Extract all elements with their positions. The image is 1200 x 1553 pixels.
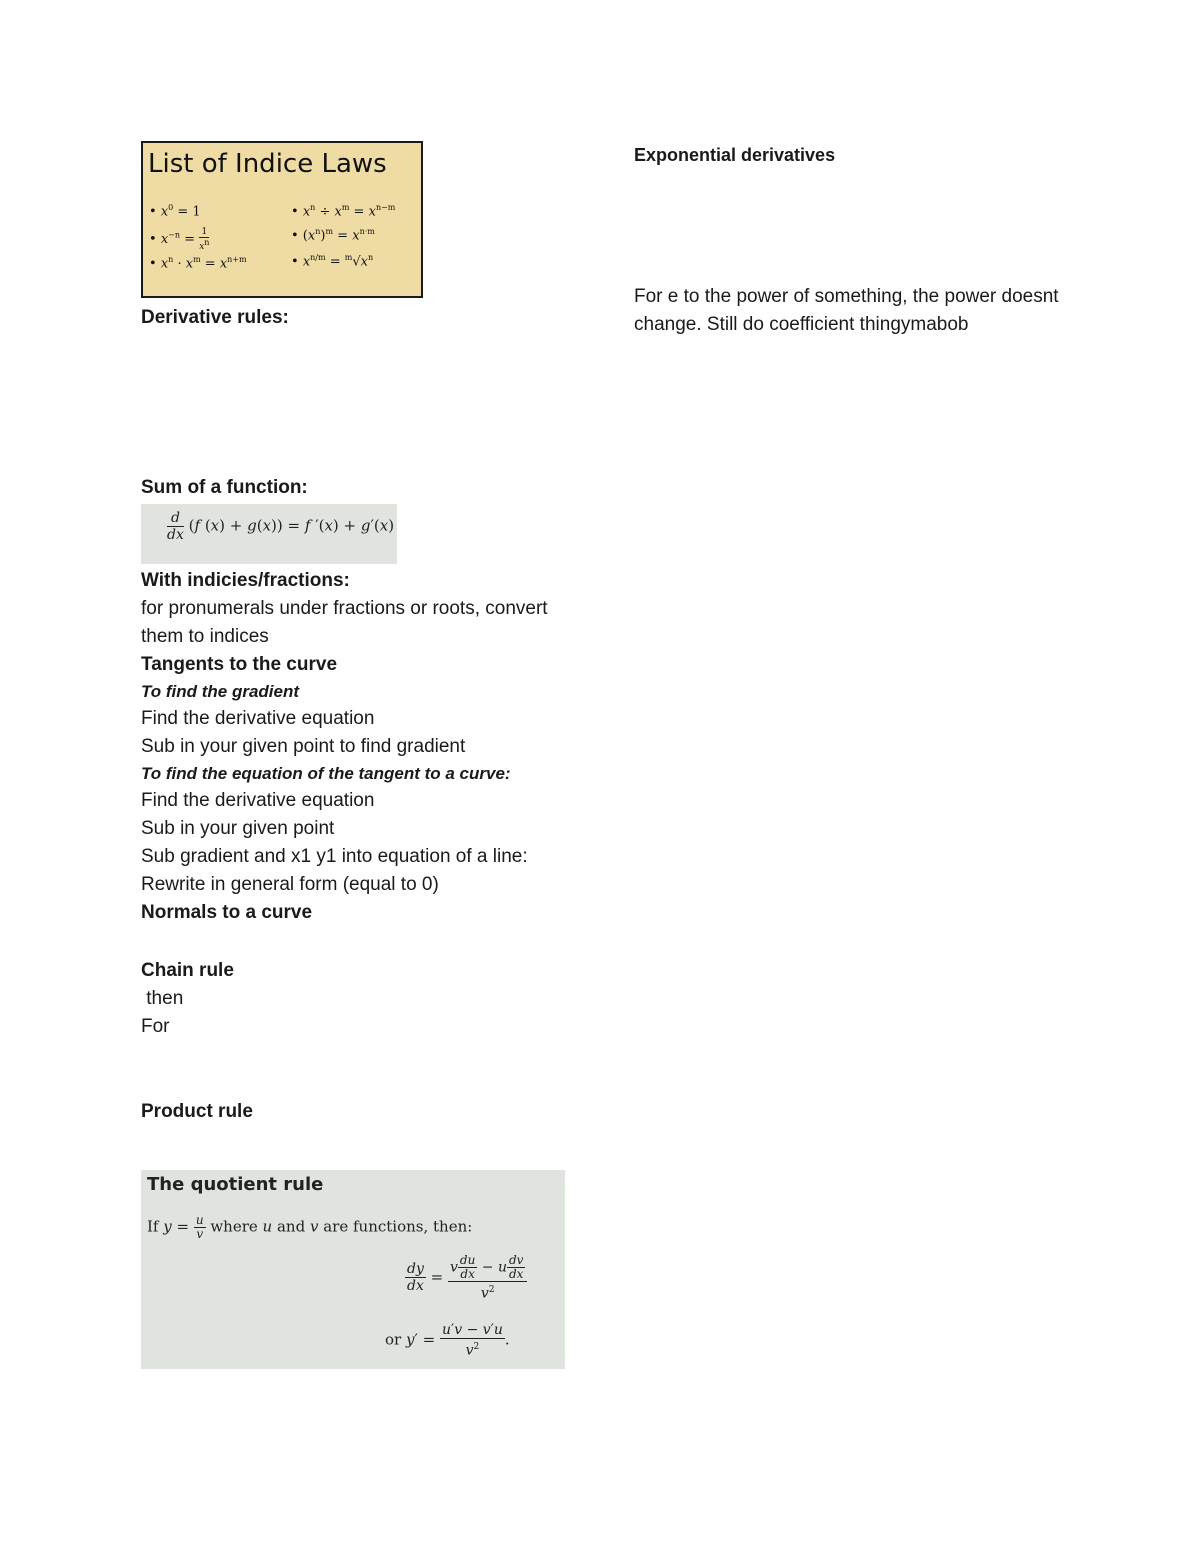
indice-law-root: • $x^{n/m} = ^m√x^n$ (291, 253, 374, 270)
indice-law-zero: • $x^0 = 1$ (149, 203, 201, 220)
equation-subheading: To find the equation of the tangent to a curve: (141, 764, 511, 783)
quotient-formula-1: $\frac{dy}{dx}$ = v $\frac{du}{dx}$ − u $\frac{dv}{dx}$ $v^2$ (405, 1254, 527, 1302)
quotient-formula-2: or y′ = $\frac{u'v - v'u}{v^2}$ . (385, 1322, 510, 1359)
sum-formula-image (141, 504, 397, 564)
indice-law-quotient: • $x^n \div x^m = x^{n-m}$ (291, 203, 396, 220)
equation-step-2: Sub in your given point (141, 818, 335, 839)
tangents-heading: Tangents to the curve (141, 654, 338, 675)
quotient-rule-title: The quotient rule (147, 1174, 324, 1195)
sum-heading: Sum of a function: (141, 477, 308, 498)
chain-rule-heading: Chain rule (141, 960, 234, 981)
equation-step-4: Rewrite in general form (equal to 0) (141, 874, 439, 895)
chain-rule-for: For (141, 1016, 170, 1037)
left-column (141, 141, 571, 1369)
indices-text: for pronumerals under fractions or roots, convert them to indices (141, 598, 548, 647)
equation-step-3: Sub gradient and x1 y1 into equation of a line: (141, 846, 528, 867)
product-rule-heading: Product rule (141, 1101, 253, 1122)
exponential-heading: Exponential derivatives (634, 145, 836, 165)
quotient-intro: If y = $\frac{u}{v}$ where u and v are functions, then: (147, 1213, 473, 1241)
indice-laws-title: List of Indice Laws (148, 149, 387, 179)
indice-laws-image (141, 141, 423, 298)
chain-rule-then: then (141, 988, 184, 1009)
sum-formula: $\frac{d}{dx}$ (f (x) + g(x)) = f ′(x) + g′(x) (167, 510, 395, 543)
derivative-rules-heading: Derivative rules: (141, 307, 289, 328)
gradient-subheading: To find the gradient (141, 682, 300, 701)
equation-step-1: Find the derivative equation (141, 790, 375, 811)
indice-law-power: • $(x^n)^m = x^{n\cdot m}$ (291, 227, 375, 244)
indice-law-negative: • $x^{-n}$ = $\frac{1}{x^n}$ (149, 227, 210, 252)
gradient-step-2: Sub in your given point to find gradient (141, 736, 466, 757)
normals-heading: Normals to a curve (141, 902, 313, 923)
indice-law-product: • $x^n \cdot x^m = x^{n+m}$ (149, 255, 247, 272)
gradient-step-1: Find the derivative equation (141, 708, 375, 729)
indices-heading: With indicies/fractions: (141, 570, 350, 591)
exponential-text: For e to the power of something, the power doesnt change. Still do coefficient thingymabob (634, 286, 1059, 335)
right-column (634, 141, 1074, 339)
quotient-rule-image (141, 1170, 565, 1369)
